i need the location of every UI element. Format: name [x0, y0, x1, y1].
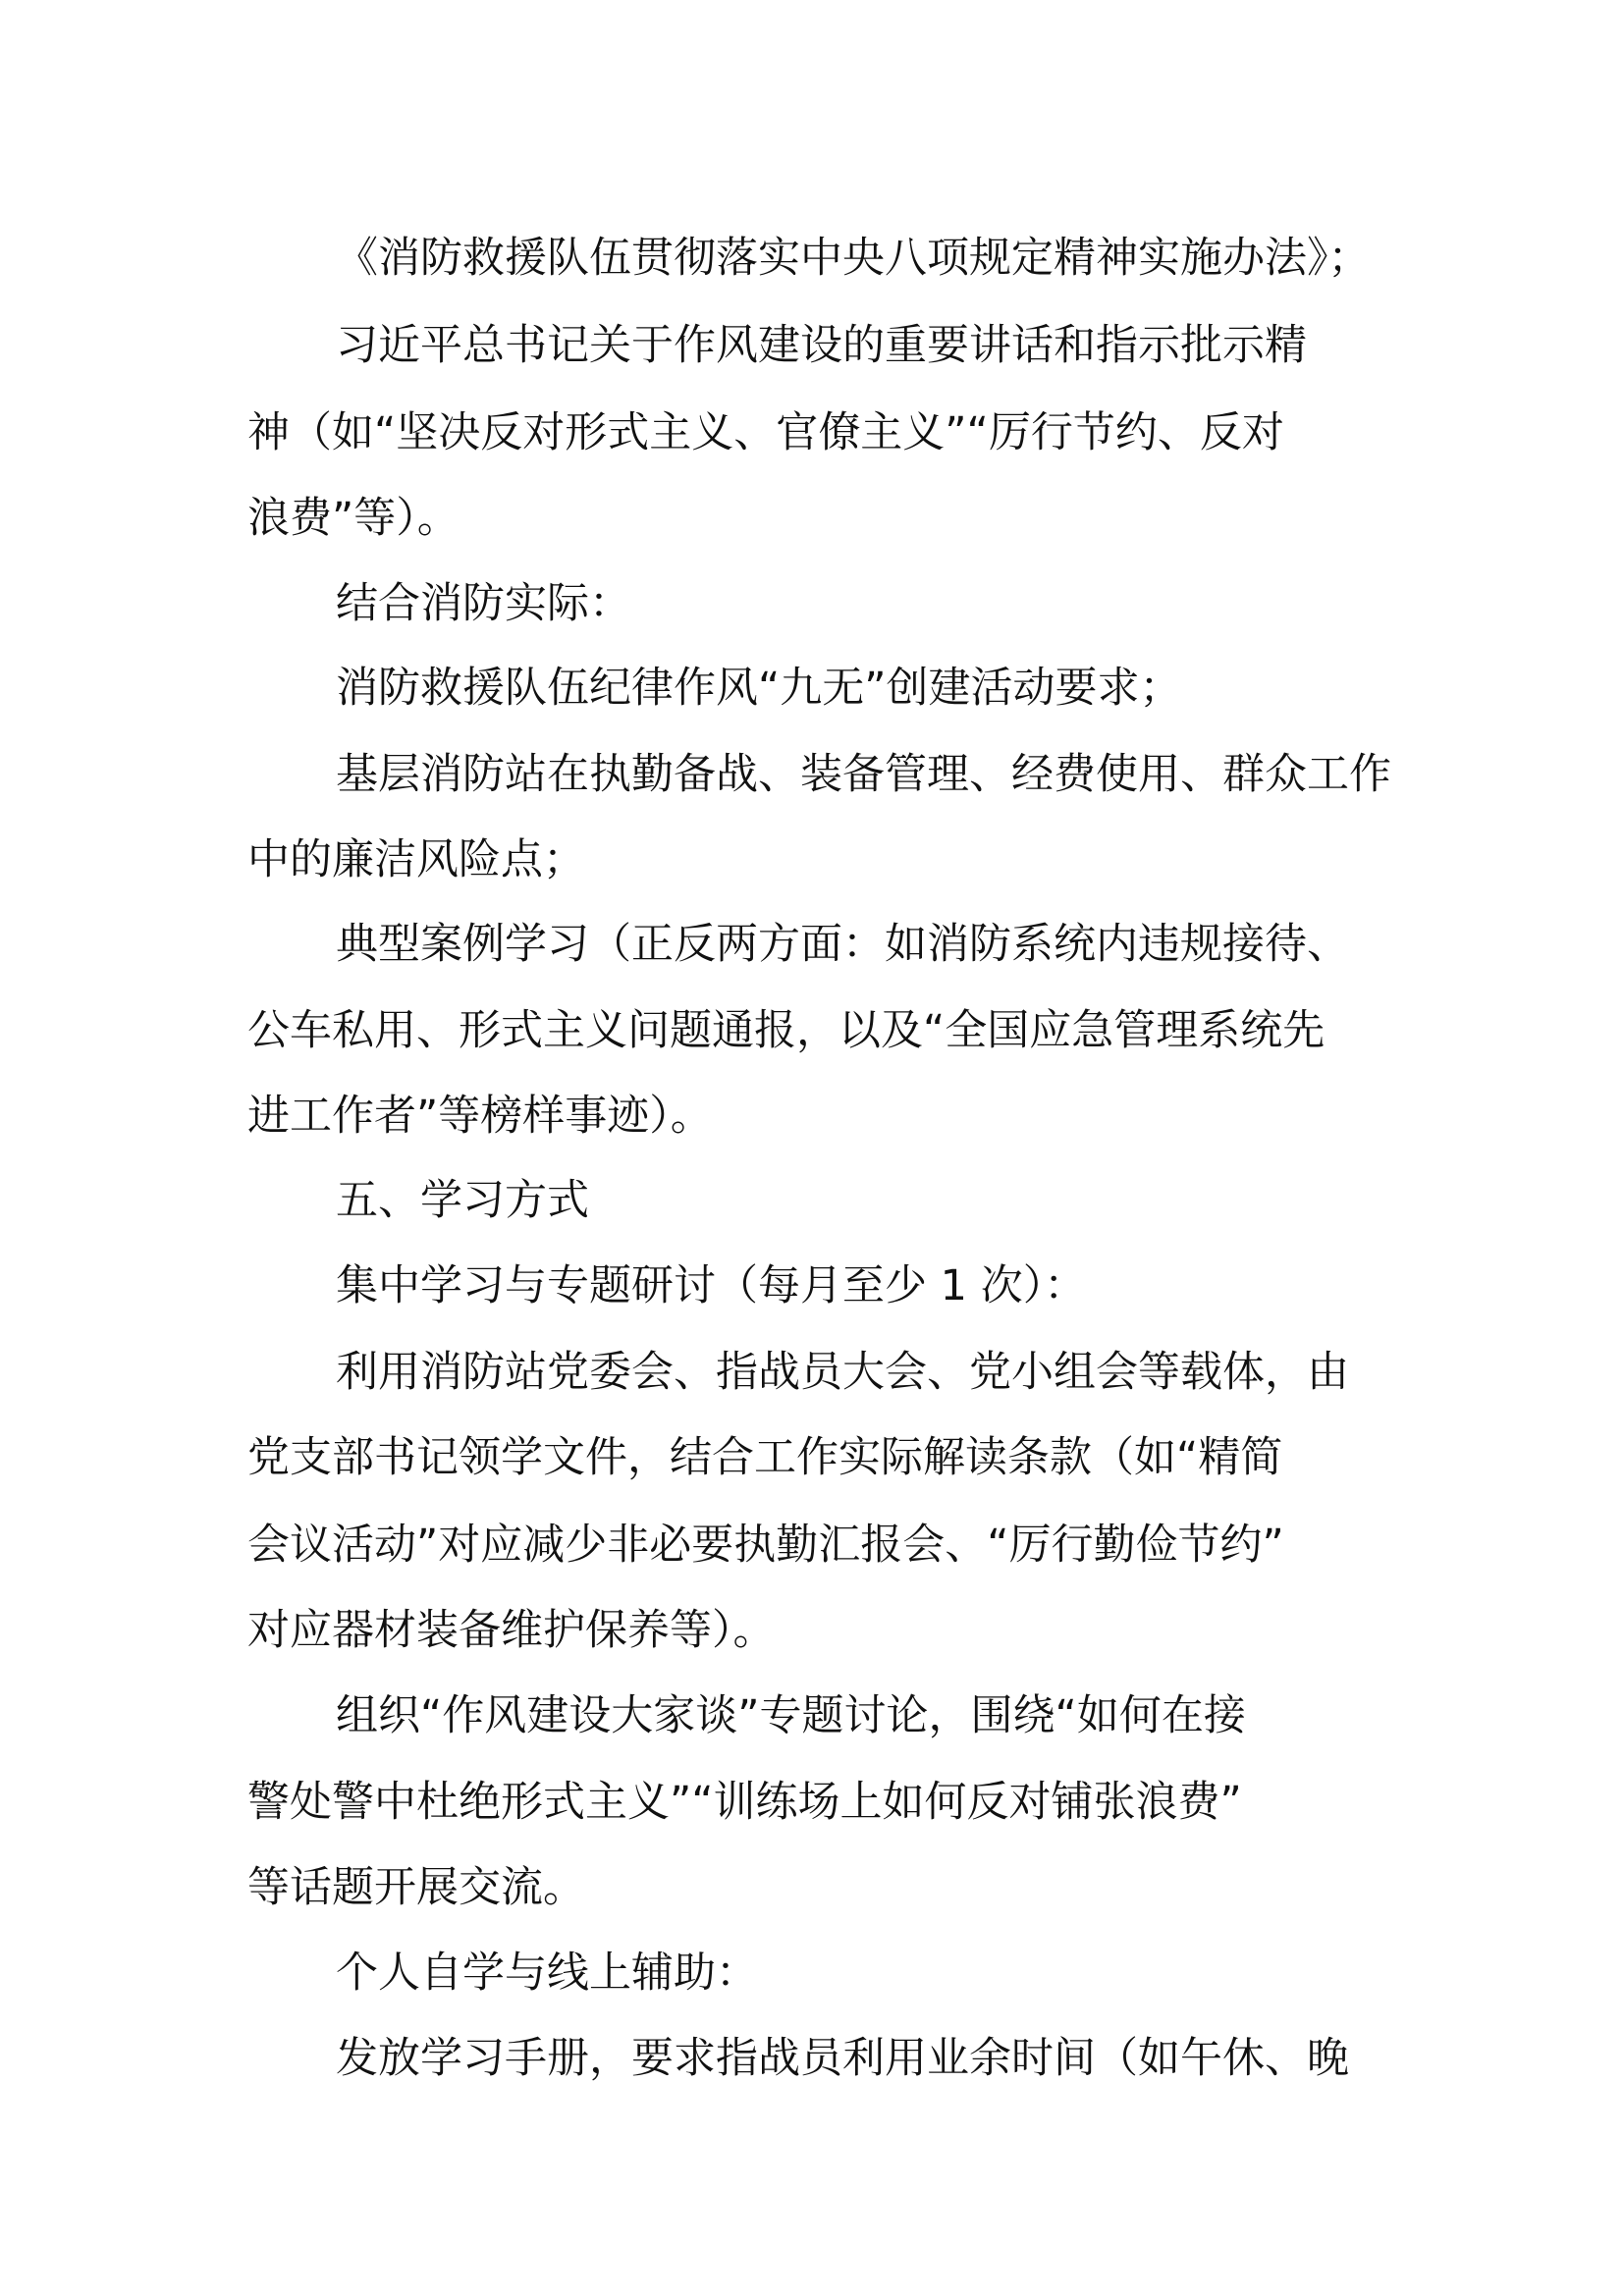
- text-line: 利用消防站党委会、指战员大会、党小组会等载体，由: [336, 1348, 1349, 1397]
- text-line: 进工作者”等榜样事迹）。: [247, 1092, 713, 1141]
- text-line: 中的廉洁风险点；: [247, 835, 585, 884]
- text-line: 组织“作风建设大家谈”专题讨论，围绕“如何在接: [336, 1691, 1246, 1740]
- text-line: 发放学习手册，要求指战员利用业余时间（如午休、晚: [336, 2034, 1349, 2083]
- text-line: 党支部书记领学文件，结合工作实际解读条款（如“精简: [247, 1433, 1283, 1482]
- text-line: 警处警中杜绝形式主义”“训练场上如何反对铺张浪费”: [247, 1778, 1242, 1827]
- text-line: 对应器材装备维护保养等）。: [247, 1606, 776, 1655]
- text-line: 会议活动”对应减少非必要执勤汇报会、“厉行勤俭节约”: [247, 1521, 1284, 1570]
- text-line: 公车私用、形式主义问题通报，以及“全国应急管理系统先: [247, 1006, 1325, 1055]
- section-label: 集中学习与专题研讨（每月至少 1 次）：: [336, 1261, 1087, 1310]
- text-line: 等话题开展交流。: [247, 1863, 585, 1912]
- text-line: 浪费”等）。: [247, 494, 460, 543]
- section-label: 结合消防实际：: [336, 579, 631, 628]
- text-line: 《消防救援队伍贯彻落实中央八项规定精神实施办法》；: [336, 234, 1371, 283]
- text-line: 基层消防站在执勤备战、装备管理、经费使用、群众工作: [336, 750, 1391, 799]
- text-line: 消防救援队伍纪律作风“九无”创建活动要求；: [336, 664, 1182, 713]
- text-line: 习近平总书记关于作风建设的重要讲话和指示批示精: [336, 321, 1307, 370]
- text-line: 神（如“坚决反对形式主义、官僚主义”“厉行节约、反对: [247, 408, 1284, 457]
- text-line: 典型案例学习（正反两方面：如消防系统内违规接待、: [336, 920, 1349, 969]
- section-label: 个人自学与线上辅助：: [336, 1949, 758, 1998]
- section-heading: 五、学习方式: [336, 1176, 589, 1225]
